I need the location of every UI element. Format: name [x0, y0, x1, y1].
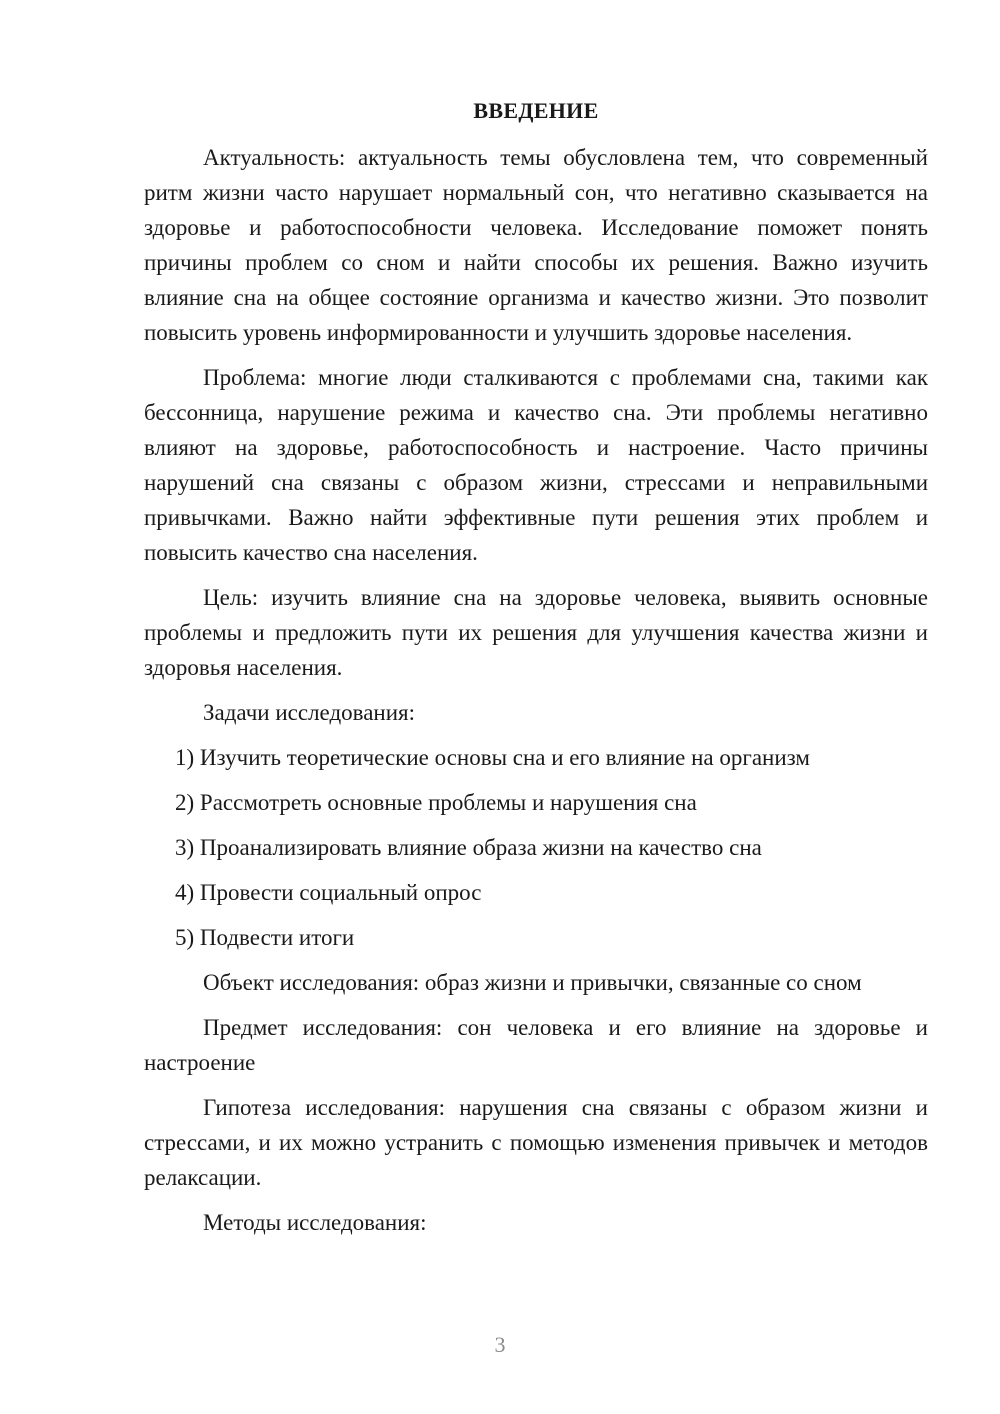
task-item-4: 4) Провести социальный опрос	[175, 880, 482, 905]
hypothesis-paragraph: Гипотеза исследования: нарушения сна связаны с образом жизни и стрессами, и их можно устранить с помощью изменения привычек и методов релаксации.	[144, 1095, 928, 1190]
task-item-3: 3) Проанализировать влияние образа жизни на качество сна	[175, 835, 762, 860]
object-paragraph: Объект исследования: образ жизни и привычки, связанные со сном	[203, 970, 862, 995]
page-number: 3	[494, 1332, 506, 1357]
task-item-5: 5) Подвести итоги	[175, 925, 355, 950]
relevance-paragraph: Актуальность: актуальность темы обусловлена тем, что современный ритм жизни часто нарушает нормальный сон, что негативно сказывается на здоровье и работоспособности человека. Исследование поможет понять причины проблем со сном и найти способы их решения. Важно изучить влияние сна на общее состояние организма и качество жизни. Это позволит повысить уровень информированности и улучшить здоровье населения.	[144, 145, 928, 345]
task-item-1: 1) Изучить теоретические основы сна и его влияние на организм	[175, 745, 810, 770]
section-heading: ВВЕДЕНИЕ	[473, 98, 599, 123]
methods-title: Методы исследования:	[203, 1210, 427, 1235]
task-item-2: 2) Рассмотреть основные проблемы и нарушения сна	[175, 790, 697, 815]
problem-paragraph: Проблема: многие люди сталкиваются с проблемами сна, такими как бессонница, нарушение режима и качество сна. Эти проблемы негативно влияют на здоровье, работоспособность и настроение. Часто причины нарушений сна связаны с образом жизни, стрессами и неправильными привычками. Важно найти эффективные пути решения этих проблем и повысить качество сна населения.	[144, 365, 928, 565]
goal-paragraph: Цель: изучить влияние сна на здоровье человека, выявить основные проблемы и предложить пути их решения для улучшения качества жизни и здоровья населения.	[144, 585, 928, 680]
tasks-title: Задачи исследования:	[203, 700, 416, 725]
tasks-list	[144, 740, 928, 955]
page-content	[144, 94, 928, 1250]
subject-paragraph: Предмет исследования: сон человека и его влияние на здоровье и настроение	[144, 1015, 928, 1075]
